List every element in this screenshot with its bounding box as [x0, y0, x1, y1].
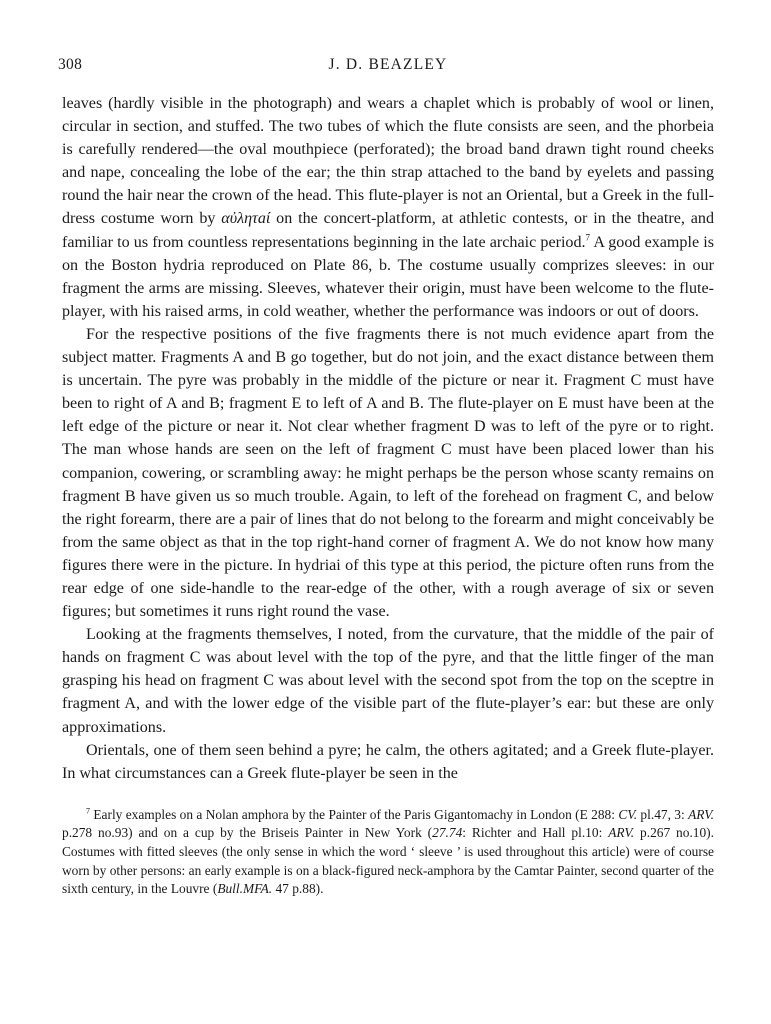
footnote-text-4: : Richter and Hall pl.10:: [462, 825, 609, 841]
paragraph-1: [62, 92, 714, 323]
footnote-mark: 7: [86, 806, 90, 816]
footnote-text-5: p.267 no.10). Costumes with fitted sleeves (the only sense in which the word ‘ sleeve ’ is used throughout this article) were of course worn by other persons: an early example is on a black-figured neck-amphora by the Camtar Painter, second quarter of the sixth century, in the Louvre (: [62, 825, 714, 897]
running-title: J. D. BEAZLEY: [328, 56, 448, 73]
footnote-italic-5: Bull.MFA.: [217, 881, 273, 897]
footnote: [62, 806, 714, 899]
paragraph-1-text-c: A good example is on the Boston hydria reproduced on Plate 86, b. The costume usually comprizes sleeves: in our fragment the arms are missing. Sleeves, whatever their origin, must have been welcome to the flute-player, with his raised arms, in cold weather, whether the performance was indoors or out of doors.: [62, 233, 714, 320]
body-text: [62, 92, 714, 785]
paragraph-3: Looking at the fragments themselves, I noted, from the curvature, that the middle of the pair of hands on fragment C was about level with the top of the pyre, and that the little finger of the man grasping his head on fragment C was about level with the second spot from the top on the sceptre in fragment A, and with the lower edge of the visible part of the flute-player’s ear: but these are only approximations.: [62, 626, 714, 736]
footnote-text-6: 47 p.88).: [272, 881, 324, 897]
footnote-text-2: pl.47, 3:: [637, 806, 689, 822]
paragraph-1-text-a: leaves (hardly visible in the photograph) and wears a chaplet which is probably of wool or linen, circular in section, and stuffed. The two tubes of which the flute consists are seen, and the phorbeia is carefully rendered—the oval mouthpiece (perforated); the broad band drawn tight round cheeks and nape, concealing the lobe of the ear; the thin strap attached to the band by eyelets and passing round the hair near the crown of the head. This flute-player is not an Oriental, but a Greek in the full-dress costume worn by: [62, 95, 714, 228]
greek-word: αὐλητaί: [221, 210, 271, 228]
footnote-text-1: Early examples on a Nolan amphora by the Painter of the Paris Gigantomachy in London (E 288:: [90, 806, 619, 822]
page-number: 308: [58, 56, 83, 73]
footnote-text-3: p.278 no.93) and on a cup by the Briseis Painter in New York (: [62, 825, 433, 841]
paragraph-4: Orientals, one of them seen behind a pyre; he calm, the others agitated; and a Greek flute-player. In what circumstances can a Greek flute-player be seen in the: [62, 741, 714, 782]
footnote-italic-1: CV.: [618, 806, 638, 822]
footnote-italic-2: ARV.: [688, 806, 714, 822]
footnote-italic-3: 27.74: [432, 825, 463, 841]
footnote-italic-4: ARV.: [608, 825, 635, 841]
paragraph-1-text-b: on the concert-platform, at athletic contests, or in the theatre, and familiar to us from countless representations beginning in the late archaic period.: [62, 210, 715, 251]
running-head: [58, 56, 714, 82]
footnote-reference[interactable]: 7: [585, 232, 591, 243]
paragraph-2: For the respective positions of the five fragments there is not much evidence apart from the subject matter. Fragments A and B go together, but do not join, and the exact distance between them is uncertain. The pyre was probably in the middle of the picture or near it. Fragment C must have been to right of A and B; fragment E to left of A and B. The flute-player on E must have been at the left edge of the picture or near it. Not clear whether fragment D was to left of the pyre or to right. The man whose hands are seen on the left of fragment C must have been placed lower than his companion, cowering, or scrambling away: he might perhaps be the person whose scanty remains on fragment B have given us so much trouble. Again, to left of the forehead on fragment C, and below the right forearm, there are a pair of lines that do not belong to the forearm and might conceivably be from the same object as that in the top right-hand corner of fragment A. We do not know how many figures there were in the picture. In hydriai of this type at this period, the picture often runs from the rear edge of one side-handle to the rear-edge of the other, with a rough average of six or seven figures; but sometimes it runs right round the vase.: [62, 325, 714, 621]
page: [58, 56, 715, 899]
